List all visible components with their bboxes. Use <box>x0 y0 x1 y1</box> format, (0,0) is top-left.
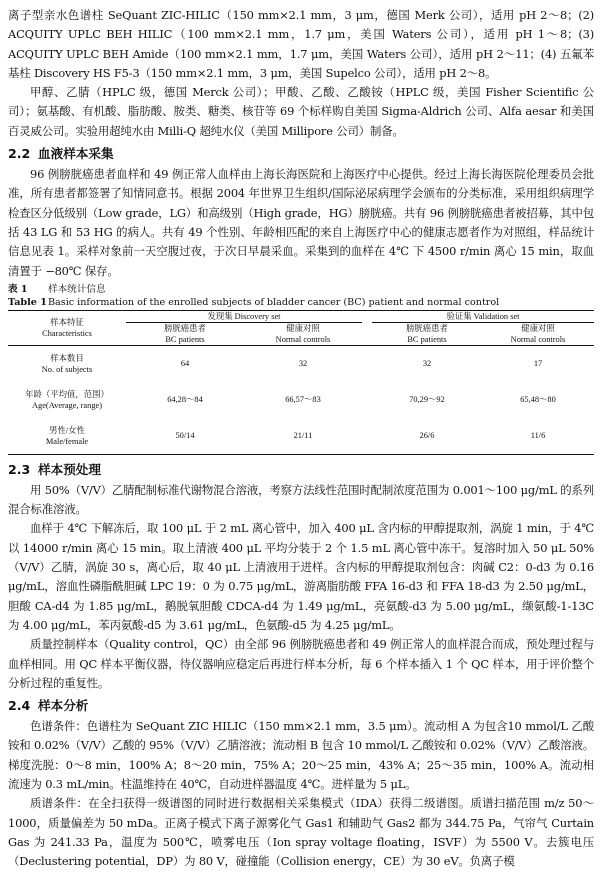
col-header-bc-cn: 膀胱癌患者 <box>406 323 448 333</box>
col-header-bc-en: BC patients <box>165 334 205 344</box>
table-cell: 26/6 <box>419 431 435 441</box>
section-heading-2-4 <box>8 695 594 716</box>
section-2-3-paragraph-standards: 用 50%（V/V）乙腈配制标准代谢物混合溶液，考察方法线性范围时配制浓度范围为 0.001～100 μg/mL 的系列混合标准溶液。 <box>8 482 594 517</box>
section-2-2-paragraph: 96 例膀胱癌患者血样和 49 例正常人血样由上海长海医院和上海医疗中心提供。经过上海长海医院伦理委员会批准，所有患者都签署了知情同意书。根据 2004 年世界卫生组织/国际泌尿病理学会颁布的分类标准，采用组织病理学检查区分低级别（Low grade，LG）和高级别（High grade，HG）膀胱癌。共有 96 例膀胱癌患者被招募，其中包括 43 LG 和 53 HG 的病人。共有 49 个性别、年龄相匹配的来自上海医疗中心的健康志愿者作为对照组，样品统计信息见表 1。采样对象前一天空腹过夜，于次日早晨采血。采集到的血样在 4℃ 下 4500 r/min 离心 15 min，取血清置于 −80℃ 保存。 <box>8 167 594 278</box>
characteristics-header-en: Characteristics <box>42 328 92 338</box>
table-cell: 64,28～84 <box>167 395 203 405</box>
section-title: 样本预处理 <box>38 461 101 477</box>
section-heading-2-3 <box>8 459 594 480</box>
table-title-cn: 样本统计信息 <box>48 283 106 295</box>
intro-paragraph-columns: 离子型亲水色谱柱 SeQuant ZIC-HILIC（150 mm×2.1 mm，3 μm，德国 Merk 公司），适用 pH 2～8；(2) ACQUITY UPLC BEH HILIC（100 mm×2.1 mm，1.7 μm，美国 Waters 公司），适用 pH 1～8；(3) ACQUITY UPLC BEH Amide（100 mm×2.1 mm，1.7 μm，美国 Waters 公司），适用 pH 2～11；(4) 五氟苯基柱 Discovery HS F5-3（150 mm×2.1 mm，3 μm，美国 Supelco 公司），适用 pH 2～8。 <box>8 8 594 80</box>
col-header-discovery-nc <box>244 322 362 345</box>
row-label-en: Male/female <box>45 436 89 446</box>
intro-paragraph-reagents: 甲醇、乙腈（HPLC 级，德国 Merck 公司）；甲酸、乙酸、乙酸铵（HPLC 级，美国 Fisher Scientific 公司）；氨基酸、有机酸、脂肪酸、胺类、糖类、核苷等 69 个标样购自美国 Sigma-Aldrich 公司、Alfa aesar 和美国百灵威公司。实验用超纯水由 Milli-Q 超纯水仪（美国 Millipore 公司）制备。 <box>8 85 594 138</box>
row-label-en: No. of subjects <box>41 364 93 374</box>
col-header-validation-nc <box>482 322 594 345</box>
table-cell: 17 <box>533 359 543 369</box>
table-cell: 32 <box>298 359 308 369</box>
table-cell: 66,57～83 <box>285 395 321 405</box>
row-label-cn: 样本数目 <box>50 353 84 363</box>
section-title: 血液样本采集 <box>38 146 114 162</box>
col-header-validation-bc <box>372 322 482 345</box>
table-cell: 70,29～92 <box>409 395 445 405</box>
section-2-4-paragraph-chromatography: 色谱条件：色谱柱为 SeQuant ZIC HILIC（150 mm×2.1 mm，3.5 μm）。流动相 A 为包含10 mmol/L 乙酸铵和 0.02%（V/V）乙酸的 95%（V/V）乙腈溶液；流动相 B 包含 10 mmol/L 乙酸铵和 0.02%（V/V）乙酸溶液。梯度洗脱：0～8 min，100% A；8～20 min，75% A；20～25 min，43% A；25～35 min，100% A。流动相流速为 0.3 mL/min。柱温维持在 40℃，自动进样器温度 4℃。进样量为 5 μL。 <box>8 719 594 792</box>
table-title-en: Basic information of the enrolled subjects of bladder cancer (BC) patient and normal control <box>48 296 500 308</box>
discovery-set-header: 发现集 Discovery set <box>126 310 362 322</box>
table-cell: 64 <box>180 359 190 369</box>
section-2-3-paragraph-qc: 质量控制样本（Quality control，QC）由全部 96 例膀胱癌患者和 49 例正常人的血样混合而成，预处理过程与血样相同。用 QC 样本平衡仪器，待仪器响应稳定后再进行样本分析，每 6 个样本插入 1 个 QC 样本，用于评价整个分析过程的重复性。 <box>8 637 594 690</box>
row-label <box>8 382 126 418</box>
section-number: 2.3 <box>8 461 31 477</box>
table-row-sex <box>8 418 594 455</box>
table-cell: 32 <box>422 359 432 369</box>
col-header-discovery-bc <box>126 322 244 345</box>
section-number: 2.4 <box>8 698 31 714</box>
row-label-cn: 男性/女性 <box>49 425 85 435</box>
section-2-4-paragraph-mass-spec: 质谱条件：在全扫获得一级谱图的同时进行数据相关采集模式（IDA）获得二级谱图。质谱扫描范围 m/z 50～1000，质量偏差为 50 mDa。正离子模式下离子源雾化气 Gas1 和辅助气 Gas2 都为 344.75 Pa，气帘气 Curtain Gas 为 241.33 Pa，温度为 500℃，喷雾电压（Ion spray voltage floating，ISVF）为 5500 V。去簇电压（Declustering potential，DP）为 80 V，碰撞能（Collision energy，CE）为 30 eV。负离子模 <box>8 796 594 869</box>
characteristics-header-cn: 样本特征 <box>50 317 84 327</box>
row-label <box>8 345 126 382</box>
row-label-cn: 年龄（平均值，范围） <box>25 389 109 399</box>
col-header-nc-en: Normal controls <box>510 334 566 344</box>
table-row-age <box>8 382 594 418</box>
section-number: 2.2 <box>8 146 31 162</box>
col-header-nc-cn: 健康对照 <box>286 323 320 333</box>
table-cell: 65,48～80 <box>520 395 556 405</box>
table-cell: 50/14 <box>175 431 195 441</box>
table-group-header-row <box>8 310 594 322</box>
table-cell: 21/11 <box>293 431 313 441</box>
table-caption-en <box>8 296 594 309</box>
col-header-bc-en: BC patients <box>407 334 447 344</box>
table-caption-cn <box>8 283 594 296</box>
col-header-bc-cn: 膀胱癌患者 <box>164 323 206 333</box>
table-number-cn: 表 1 <box>8 283 28 295</box>
col-header-nc-cn: 健康对照 <box>521 323 555 333</box>
sample-statistics-table <box>8 310 594 455</box>
table-cell: 11/6 <box>530 431 546 441</box>
validation-set-header: 验证集 Validation set <box>372 310 594 322</box>
table-row-subjects <box>8 345 594 382</box>
section-title: 样本分析 <box>38 698 89 714</box>
row-label <box>8 418 126 455</box>
row-label-en: Age(Average, range) <box>31 400 103 410</box>
col-header-nc-en: Normal controls <box>275 334 331 344</box>
characteristics-header <box>8 310 126 345</box>
section-2-3-paragraph-pretreatment: 血样于 4℃ 下解冻后，取 100 μL 于 2 mL 离心管中，加入 400 μL 含内标的甲醇提取剂，涡旋 1 min，于 4℃ 以 14000 r/min 离心 15 min。取上清液 400 μL 平均分装于 2 个 1.5 mL 离心管中冻干。复溶时加入 50 μL 50%（V/V）乙腈，涡旋 30 s，离心后，取 40 μL 上清液用于进样。含内标的甲醇提取剂包含：肉碱 C2：0-d3 为 0.16 μg/mL，溶血性磷脂酰胆碱 LPC 19：0 为 0.75 μg/mL，游离脂肪酸 FFA 16-d3 和 FFA 18-d3 为 2.50 μg/mL，胆酸 CA-d4 为 1.85 μg/mL，鹅脱氧胆酸 CDCA-d4 为 1.49 μg/mL，亮氨酸-d3 为 5.00 μg/mL，缬氨酸-1-13C 为 4.00 μg/mL，苯丙氨酸-d5 为 3.61 μg/mL，色氨酸-d5 为 4.25 μg/mL。 <box>8 521 594 632</box>
table-number-en: Table 1 <box>8 296 47 308</box>
section-heading-2-2 <box>8 143 594 164</box>
paper-page <box>8 6 594 872</box>
